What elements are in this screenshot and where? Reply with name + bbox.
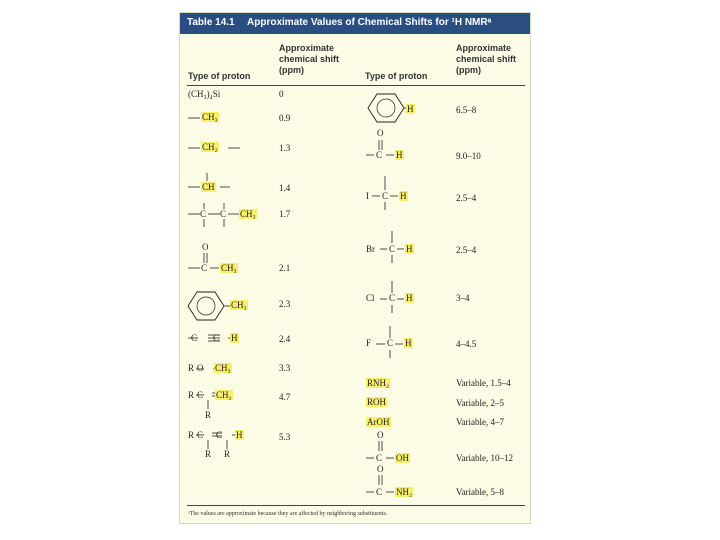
- shift-value: 1.7: [279, 209, 291, 219]
- atom-r: R: [188, 430, 195, 440]
- proton-bromoalkyl: H: [406, 244, 413, 254]
- atom-carbon: C: [200, 209, 207, 219]
- atom-carbon: C: [389, 244, 396, 254]
- atom-carbon: C: [376, 487, 383, 497]
- atom-carbon: C: [191, 333, 198, 343]
- proton-alcohol: ROH: [367, 397, 387, 407]
- proton-methylene: CH₂: [202, 142, 218, 152]
- proton-fluoroalkyl: H: [405, 338, 412, 348]
- proton-methoxy: CH₃: [215, 363, 231, 373]
- proton-carboxylic-acid: OH: [396, 453, 409, 463]
- shift-value: 2.5–4: [456, 193, 477, 203]
- proton-allylic-methyl: CH₃: [240, 209, 256, 219]
- proton-methyl-ketone: CH₃: [221, 263, 237, 273]
- header-shift-right-2: chemical shift: [456, 54, 517, 64]
- atom-r: R: [188, 363, 195, 373]
- atom-iodine: I: [366, 191, 369, 201]
- shift-value: 2.3: [279, 299, 291, 309]
- shift-value: 2.4: [279, 334, 291, 344]
- shift-value: 5.3: [279, 432, 291, 442]
- header-shift-left-1: Approximate: [279, 43, 335, 53]
- bond-lines: [366, 231, 426, 267]
- header-type-left: Type of proton: [188, 71, 251, 81]
- shift-value: Variable, 4–7: [456, 417, 504, 427]
- proton-aldehyde: H: [396, 150, 403, 160]
- shift-value: Variable, 5–8: [456, 487, 504, 497]
- table-title-bar: [180, 13, 530, 34]
- shift-value: 9.0–10: [456, 151, 481, 161]
- nmr-shift-table: [179, 12, 531, 524]
- header-shift-left-3: (ppm): [279, 65, 304, 75]
- atom-carbon: C: [220, 209, 227, 219]
- bond-lines: [188, 253, 248, 273]
- header-shift-right-1: Approximate: [456, 43, 512, 53]
- atom-carbon: C: [201, 263, 208, 273]
- atom-carbon: C: [197, 430, 204, 440]
- atom-carbon: C: [382, 191, 389, 201]
- bond-lines: [366, 140, 416, 160]
- atom-carbon: C: [387, 338, 394, 348]
- atom-carbon: C: [213, 333, 220, 343]
- header-rule: [187, 85, 525, 86]
- atom-oxygen: O: [377, 128, 384, 138]
- atom-oxygen: O: [377, 430, 384, 440]
- shift-value: 1.3: [279, 143, 291, 153]
- proton-amine: RNH₂: [367, 378, 390, 388]
- atom-carbon: C: [376, 453, 383, 463]
- atom-carbon: C: [197, 390, 204, 400]
- header-shift-left-2: chemical shift: [279, 54, 340, 64]
- proton-iodoalkyl: H: [400, 191, 407, 201]
- atom-carbon: C: [389, 293, 396, 303]
- shift-value: 4–4.5: [456, 339, 477, 349]
- footnote-rule: [187, 505, 525, 506]
- header-shift-right-3: (ppm): [456, 65, 481, 75]
- atom-oxygen: O: [377, 464, 384, 474]
- proton-aromatic: H: [407, 104, 414, 114]
- shift-value: 2.1: [279, 263, 291, 273]
- shift-value: 3–4: [456, 293, 470, 303]
- atom-carbon: C: [376, 150, 383, 160]
- benzene-ring: [186, 289, 236, 325]
- footnote: ᵃThe values are approximate because they are affected by neighboring substituents.: [188, 511, 388, 517]
- shift-value: 6.5–8: [456, 105, 477, 115]
- proton-tetramethylsilane: (CH₃)₄Si: [188, 89, 221, 99]
- atom-chlorine: Cl: [366, 293, 375, 303]
- table-number: Table 14.1: [187, 17, 235, 28]
- proton-methyl: CH₃: [202, 112, 218, 122]
- shift-value: 0: [279, 89, 284, 99]
- shift-value: 3.3: [279, 363, 291, 373]
- shift-value: 4.7: [279, 392, 291, 402]
- bond-lines: [366, 281, 426, 317]
- proton-phenol: ArOH: [367, 417, 390, 427]
- bond-lines: [188, 173, 248, 195]
- atom-r: R: [205, 449, 212, 459]
- bond-lines: [366, 176, 416, 212]
- proton-chloroalkyl: H: [406, 293, 413, 303]
- bond-lines: [366, 326, 426, 362]
- atom-bromine: Br: [366, 244, 375, 254]
- shift-value: Variable, 2–5: [456, 398, 504, 408]
- shift-value: Variable, 1.5–4: [456, 378, 511, 388]
- proton-amide: NH₂: [396, 487, 413, 497]
- header-type-right: Type of proton: [365, 71, 428, 81]
- proton-methine: CH: [202, 182, 215, 192]
- shift-value: 2.5–4: [456, 245, 477, 255]
- shift-value: Variable, 10–12: [456, 453, 513, 463]
- atom-carbon: C: [216, 430, 223, 440]
- atom-oxygen: O: [202, 242, 209, 252]
- atom-r: R: [224, 449, 231, 459]
- shift-value: 1.4: [279, 183, 291, 193]
- atom-r: R: [205, 410, 212, 420]
- atom-fluorine: F: [366, 338, 372, 348]
- proton-benzylic-methyl: CH₃: [231, 300, 247, 310]
- atom-r: R: [188, 390, 195, 400]
- bond-lines: [188, 117, 202, 119]
- table-title: Approximate Values of Chemical Shifts for ¹H NMRᵃ: [247, 17, 492, 28]
- atom-oxygen: O: [197, 363, 204, 373]
- proton-acetylenic: H: [231, 333, 238, 343]
- proton-vinylidene: CH₂: [216, 390, 232, 400]
- proton-vinylic: H: [236, 430, 243, 440]
- shift-value: 0.9: [279, 113, 291, 123]
